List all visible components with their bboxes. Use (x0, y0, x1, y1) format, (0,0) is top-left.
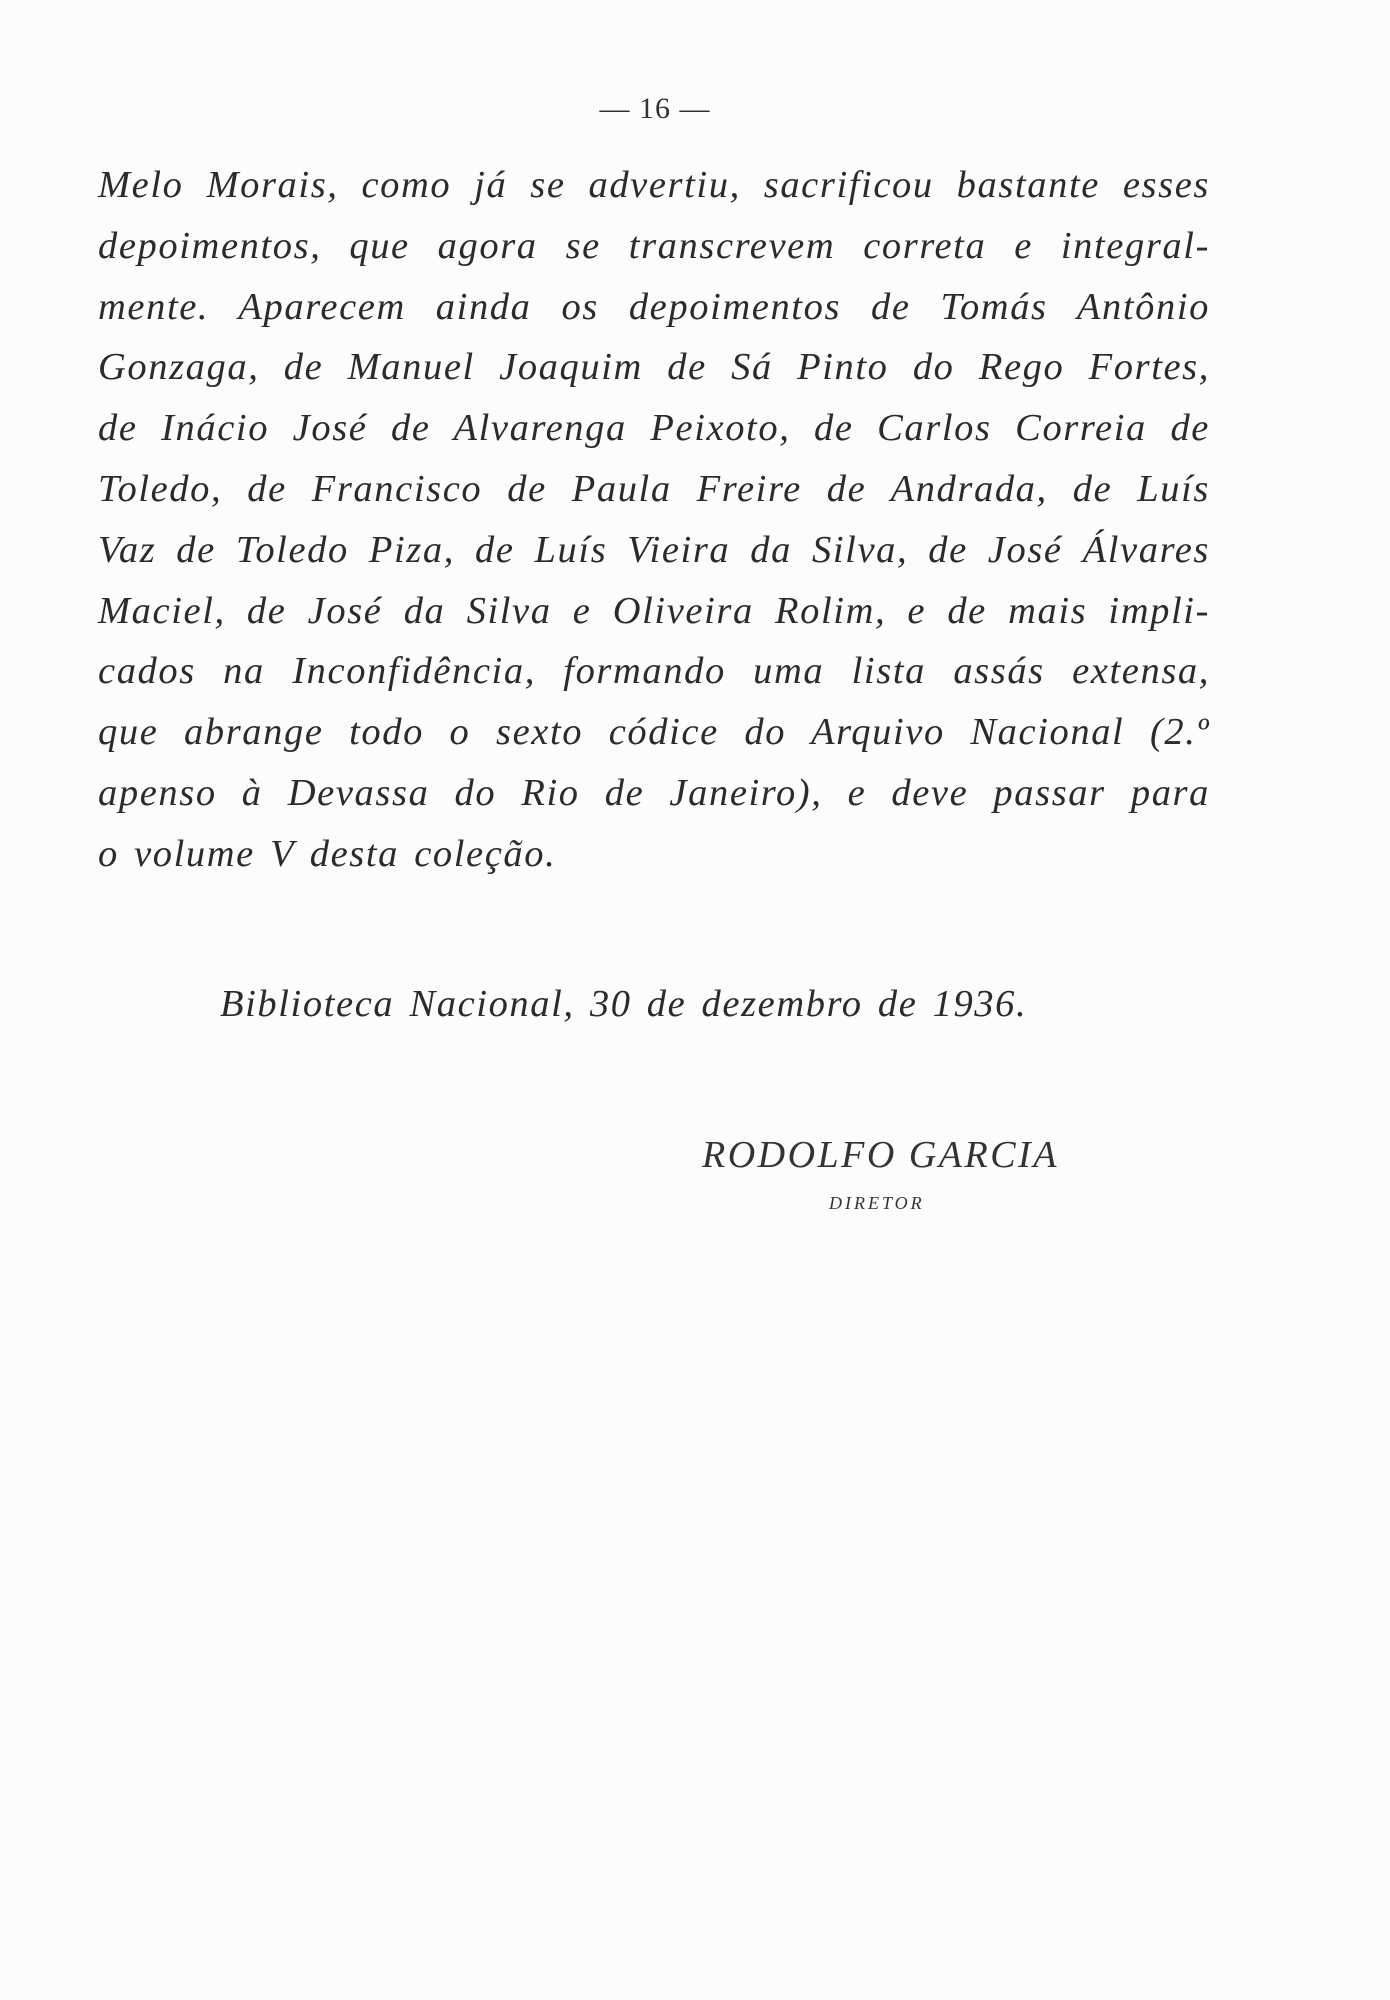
body-paragraph (98, 155, 1210, 885)
paragraph-line: Gonzaga, de Manuel Joaquim de Sá Pinto do Rego Fortes, (98, 346, 1210, 389)
paragraph-line: Melo Morais, como já se advertiu, sacrificou bastante esses (98, 164, 1210, 206)
paragraph-line: Toledo, de Francisco de Paula Freire de Andrada, de Luís (98, 467, 1210, 510)
paragraph-line: Vaz de Toledo Piza, de Luís Vieira da Silva, de José Álvares (98, 528, 1210, 571)
paragraph-line: cados na Inconfidência, formando uma lista assás extensa, (98, 650, 1210, 693)
signature-title: DIRETOR (829, 1193, 925, 1213)
paragraph-line: mente. Aparecem ainda os depoimentos de Tomás Antônio (98, 285, 1210, 328)
paragraph-line: apenso à Devassa do Rio de Janeiro), e deve passar para (98, 771, 1210, 814)
paragraph-line: depoimentos, que agora se transcrevem correta e integral- (98, 224, 1210, 267)
page-number: — 16 — (599, 92, 711, 125)
paragraph-line: de Inácio José de Alvarenga Peixoto, de Carlos Correia de (98, 407, 1210, 450)
signature-name: RODOLFO GARCIA (702, 1134, 1059, 1176)
paragraph-line: Maciel, de José da Silva e Oliveira Rolim, e de mais impli- (98, 589, 1210, 632)
paragraph-line: o volume V desta coleção. (98, 832, 557, 875)
dateline: Biblioteca Nacional, 30 de dezembro de 1936. (220, 983, 1028, 1025)
paragraph-line: que abrange todo o sexto códice do Arquivo Nacional (2.º (98, 711, 1210, 754)
